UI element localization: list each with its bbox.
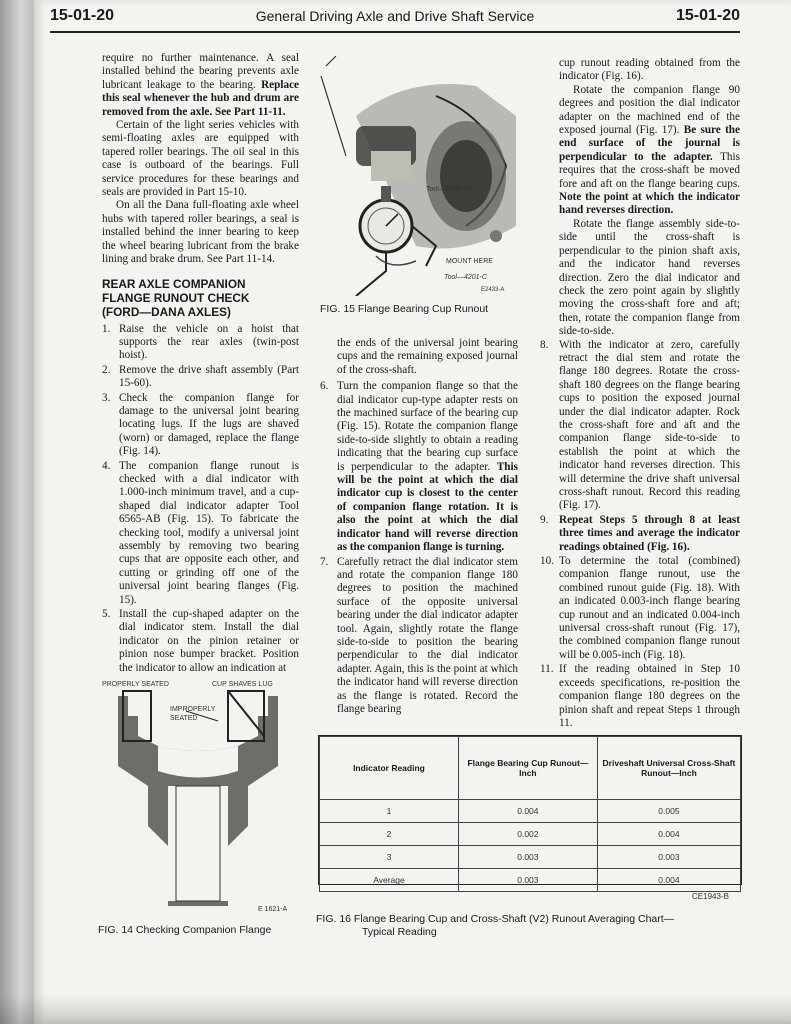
cup-shaves-label: CUP SHAVES LUG (212, 681, 273, 688)
step-item (102, 608, 299, 675)
step-text: Carefully retract the dial indicator stem and rotate the companion flange 180 degrees to position the machined surface of the opposite universal bearing under the dial indicator adapter tool. Again, slightly rotate the flange side-to-side to position the bearing perpendicular to the dial indicator adapter. Again, this is the point at which the indicator hand will reverse direction as the flange is rotated. Record the flange bearing (337, 555, 518, 715)
table-cell: 0.003 (458, 869, 597, 892)
table-cell: 2 (320, 823, 459, 846)
figure-caption: FIG. 14 Checking Companion Flange (98, 924, 272, 936)
caption-line: FIG. 16 Flange Bearing Cup and Cross-Shaft (V2) Runout Averaging Chart— (316, 913, 675, 925)
page-number-right: 15-01-20 (675, 7, 740, 24)
table-cell: 1 (320, 800, 459, 823)
tool-label: Tool—6565-AB (426, 186, 474, 193)
table-header: Flange Bearing Cup Runout—Inch (458, 737, 597, 800)
table-cell: 0.005 (597, 800, 740, 823)
figure-number: CE1943-B (692, 892, 729, 901)
step-number: 1. (102, 322, 111, 335)
book-binding (0, 0, 34, 1024)
page-number-left: 15-01-20 (50, 7, 115, 24)
paragraph: cup runout reading obtained from the indicator (Fig. 16). (559, 57, 740, 83)
section-heading-line: FLANGE RUNOUT CHECK (102, 290, 250, 305)
mount-label: MOUNT HERE (446, 258, 493, 265)
paragraph: On all the Dana full-floating axle wheel hubs with tapered roller bearings, a seal is installed behind the inner bearing to keep the wheel bearing lubricant from the brake lining and brake drum. See Part 11-14. (102, 199, 299, 266)
page-header (50, 7, 740, 31)
section-heading-line: (FORD—DANA AXLES) (102, 304, 231, 319)
tool-label: Tool—4201-C (444, 274, 487, 281)
step-text: Raise the vehicle on a hoist that supports the rear axles (twin-post hoist). (119, 322, 299, 362)
column-1 (102, 52, 299, 676)
step-number: 3. (102, 391, 111, 404)
step-text: Remove the drive shaft assembly (Part 15-60). (119, 363, 299, 390)
improperly-label: SEATED (170, 715, 198, 722)
table-header: Indicator Reading (320, 737, 459, 800)
bold-instruction: Be sure the end surface of the journal is perpendicular to the adapter. (559, 124, 740, 163)
figure-number: E2433-A (481, 287, 505, 293)
step-item (320, 556, 518, 717)
column-2 (320, 337, 518, 717)
companion-flange-illustration (98, 676, 298, 916)
improperly-label: IMPROPERLY (170, 706, 216, 713)
paragraph (102, 52, 299, 119)
paragraph: Rotate the flange assembly side-to-side until the cross-shaft is perpendicular to the pinion shaft axis, and the indicator hand reverses direction. Zero the dial indicator and check the zero point again by slightly moving the cross-shaft fore and aft; then, rotate the companion flange from side-to-side. (559, 217, 740, 338)
table-cell: 3 (320, 846, 459, 869)
table-row (320, 800, 741, 823)
paragraph: Certain of the light series vehicles with semi-floating axles are equipped with tapered roller bearings. The oil seal in this case is outboard of the bearings. Full service procedures for these bearings and seals are provided in Part 15-10. (102, 119, 299, 199)
step-number: 9. (540, 513, 549, 526)
step-text: If the reading obtained in Step 10 exceeds specifications, re-position the companion flange 180 degrees on the pinion shaft and repeat Steps 1 through 11. (559, 663, 740, 729)
bold-instruction: This will be the point at which the dial indicator cup is closest to the center of companion flange rotation. It is also the point at which the dial indicator hand will reverse direction as the companion flange is turning. (337, 460, 518, 554)
table-row (320, 869, 741, 892)
bold-instruction: Note the point at which the indicator hand reverses direction. (559, 191, 740, 217)
step-item (540, 339, 740, 513)
text-run: Rotate the companion flange 90 degrees and position the dial indicator adapter on the machined end of the exposed journal (Fig. 17). (559, 83, 740, 137)
flange-runout-illustration (316, 56, 526, 296)
step-number: 11. (540, 663, 554, 676)
step-number: 7. (320, 555, 329, 568)
section-heading (102, 277, 299, 319)
step-text: The companion flange runout is checked with a dial indicator with 1.000-inch minimum travel, and a cup-shaped dial indicator adapter Tool 6565-AB (Fig. 15). To fabricate the checking tool, modify a universal joint assembly by removing two bearing cups that are opposite each other, and cutting or grinding off one of the universal joint bearing flanges (Fig. 15). (119, 459, 299, 606)
step-item (102, 364, 299, 391)
step-text: Install the cup-shaped adapter on the dial indicator stem. Install the dial indicator on the pinion retainer or pinion nose bumper bracket. Position the indicator to allow an indication at (119, 608, 299, 674)
runout-table (319, 736, 741, 892)
step-number: 6. (320, 380, 329, 393)
figure-caption: FIG. 15 Flange Bearing Cup Runout (320, 303, 489, 315)
step-number: 10. (540, 555, 554, 568)
runout-averaging-chart (318, 735, 742, 885)
caption-line: Typical Reading (362, 926, 437, 938)
step-number: 8. (540, 338, 549, 351)
paragraph: the ends of the universal joint bearing cups and the remaining exposed journal of the cross-shaft. (337, 337, 518, 376)
page-title: General Driving Axle and Drive Shaft Service (255, 8, 535, 24)
step-text: Turn the companion flange so that the dial indicator cup-type adapter rests on the machined surface of the bearing cup (Fig. 15). Rotate the companion flange side-to-side slightly to obtain a reading indicating that the bearing cup surface is perpendicular to the adapter. (337, 380, 518, 473)
step-item (320, 380, 518, 554)
step-list (320, 380, 518, 716)
step-number: 5. (102, 608, 111, 621)
section-heading-line: REAR AXLE COMPANION (102, 276, 246, 291)
step-list (102, 323, 299, 676)
properly-seated-label: PROPERLY SEATED (102, 681, 169, 688)
header-rule (50, 31, 740, 33)
step-number: 2. (102, 363, 111, 376)
table-cell: 0.004 (597, 869, 740, 892)
bold-instruction: Replace this seal whenever the hub and drum are removed from the axle. See Part 11-11. (102, 78, 299, 118)
step-item (102, 460, 299, 607)
text-run: require no further maintenance. A seal installed behind the bearing prevents axle lubricant leakage to the bearing. (102, 52, 299, 91)
figure-number: E 1621-A (258, 906, 288, 913)
bold-instruction: Repeat Steps 5 through 8 at least three times and average the indicator readings obtained (Fig. 16). (559, 513, 740, 553)
page-edge-shadow (0, 994, 791, 1024)
table-cell: 0.004 (458, 800, 597, 823)
step-item (102, 323, 299, 363)
step-item (540, 555, 740, 662)
table-cell: 0.004 (597, 823, 740, 846)
table-row (320, 823, 741, 846)
paragraph (540, 84, 740, 218)
table-cell: 0.002 (458, 823, 597, 846)
step-text: To determine the total (combined) companion flange runout, use the combined runout guide (Fig. 18). With an indicated 0.003-inch flange bearing cup runout and an indicated 0.004-inch universal cross-shaft runout (Fig. 17), the combined companion flange runout will be 0.005-inch (Fig. 18). (559, 555, 740, 661)
text-run: This requires that the cross-shaft be moved fore and aft on the flange bearing cups. (559, 150, 740, 190)
table-header: Driveshaft Universal Cross-Shaft Runout—Inch (597, 737, 740, 800)
table-cell: 0.003 (458, 846, 597, 869)
step-item (540, 663, 740, 730)
step-item (540, 514, 740, 554)
step-list (540, 339, 740, 731)
table-row (320, 846, 741, 869)
step-text: With the indicator at zero, carefully retract the dial stem and rotate the flange 180 degrees. Rotate the cross-shaft 180 degrees on the flange bearing cups to position the exposed journal under the dial indicator adapter. Rock the cross-shaft fore and aft and the companion flange side-to-side to establish the point at which the indicator hand reverses direction. This will determine the drive shaft universal cross-shaft runout. Record this reading (Fig. 17). (559, 338, 740, 512)
step-item (102, 392, 299, 459)
table-cell: 0.003 (597, 846, 740, 869)
figure-caption (316, 913, 746, 939)
column-3 (540, 57, 740, 731)
step-text: Check the companion flange for damage to the universal joint bearing locating lugs. If the lugs are shaved (worn) or damaged, replace the flange (Fig. 14). (119, 391, 299, 458)
table-cell: Average (320, 869, 459, 892)
step-number: 4. (102, 459, 111, 472)
